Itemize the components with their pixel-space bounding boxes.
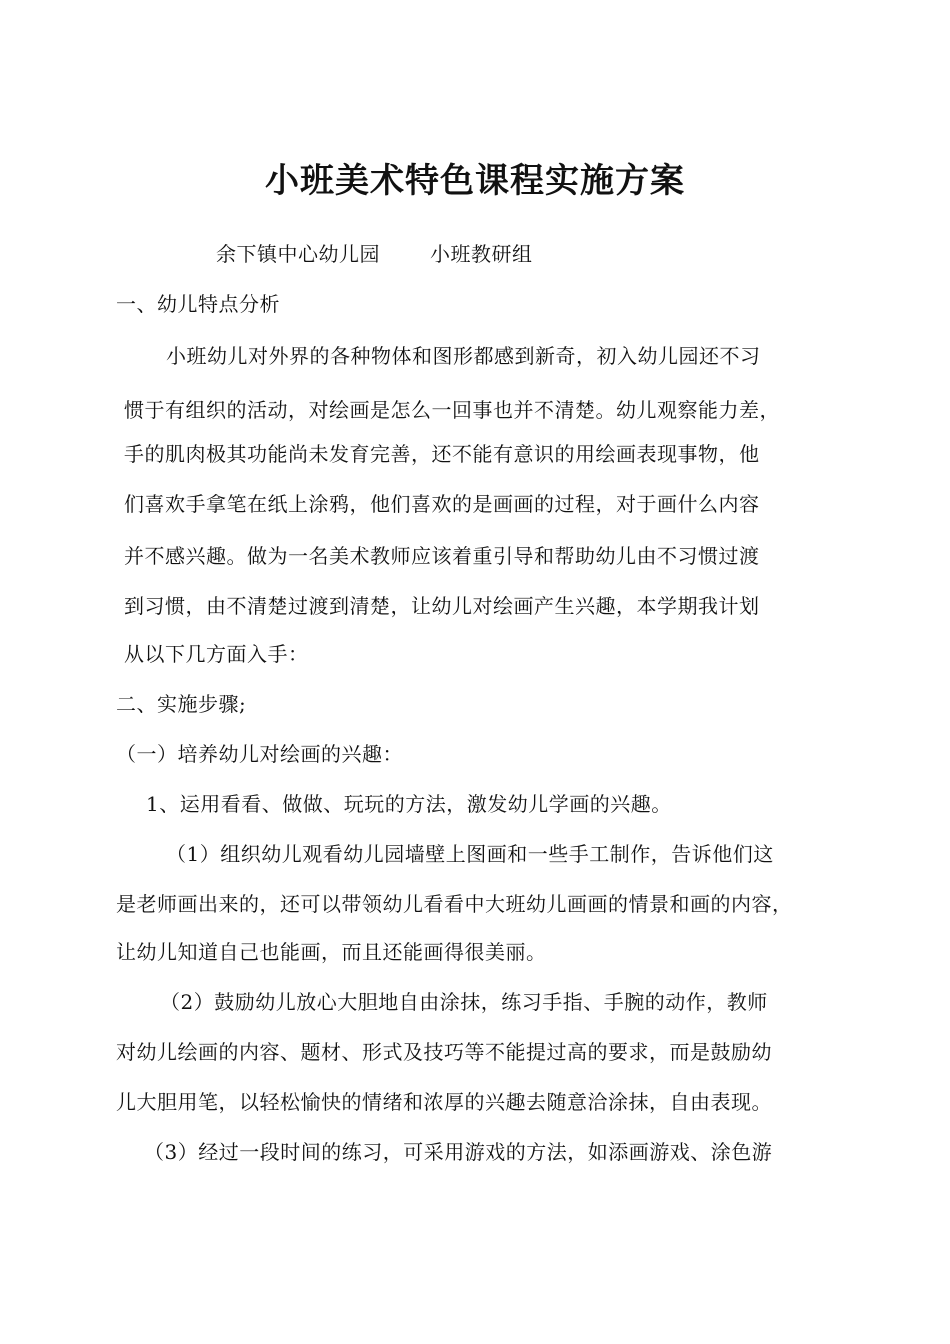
para2-line: （2）鼓励幼儿放心大胆地自由涂抹，练习手指、手腕的动作，教师	[160, 990, 768, 1014]
section1-line: 们喜欢手拿笔在纸上涂鸦，他们喜欢的是画画的过程，对于画什么内容	[124, 492, 760, 516]
author-group: 小班教研组	[430, 242, 533, 266]
section1-line: 从以下几方面入手：	[124, 642, 309, 666]
page-title: 小班美术特色课程实施方案	[265, 161, 685, 201]
para2-line: 对幼儿绘画的内容、题材、形式及技巧等不能提过高的要求，而是鼓励幼	[116, 1040, 772, 1064]
author-org: 余下镇中心幼儿园	[216, 242, 380, 266]
section1-line: 惯于有组织的活动，对绘画是怎么一回事也并不清楚。幼儿观察能力差，	[124, 398, 780, 422]
para1-line: （1）组织幼儿观看幼儿园墙壁上图画和一些手工制作，告诉他们这	[166, 842, 774, 866]
para2-line: 儿大胆用笔，以轻松愉快的情绪和浓厚的兴趣去随意洽涂抹，自由表现。	[116, 1090, 772, 1114]
item1: 1、运用看看、做做、玩玩的方法，激发幼儿学画的兴趣。	[146, 792, 672, 816]
section1-line: 并不感兴趣。做为一名美术教师应该着重引导和帮助幼儿由不习惯过渡	[124, 544, 760, 568]
para3-line: （3）经过一段时间的练习，可采用游戏的方法，如添画游戏、涂色游	[144, 1140, 773, 1164]
section1-heading: 一、幼儿特点分析	[116, 292, 280, 316]
section2-heading: 二、实施步骤;	[116, 692, 247, 716]
para1-line: 是老师画出来的，还可以带领幼儿看看中大班幼儿画画的情景和画的内容，	[116, 892, 793, 916]
section1-line: 到习惯，由不清楚过渡到清楚，让幼儿对绘画产生兴趣，本学期我计划	[124, 594, 760, 618]
section1-line: 手的肌肉极其功能尚未发育完善，还不能有意识的用绘画表现事物，他	[124, 442, 760, 466]
section1-line: 小班幼儿对外界的各种物体和图形都感到新奇，初入幼儿园还不习	[166, 344, 761, 368]
sub1-heading: （一）培养幼儿对绘画的兴趣：	[116, 742, 403, 766]
para1-line: 让幼儿知道自己也能画，而且还能画得很美丽。	[116, 940, 547, 964]
